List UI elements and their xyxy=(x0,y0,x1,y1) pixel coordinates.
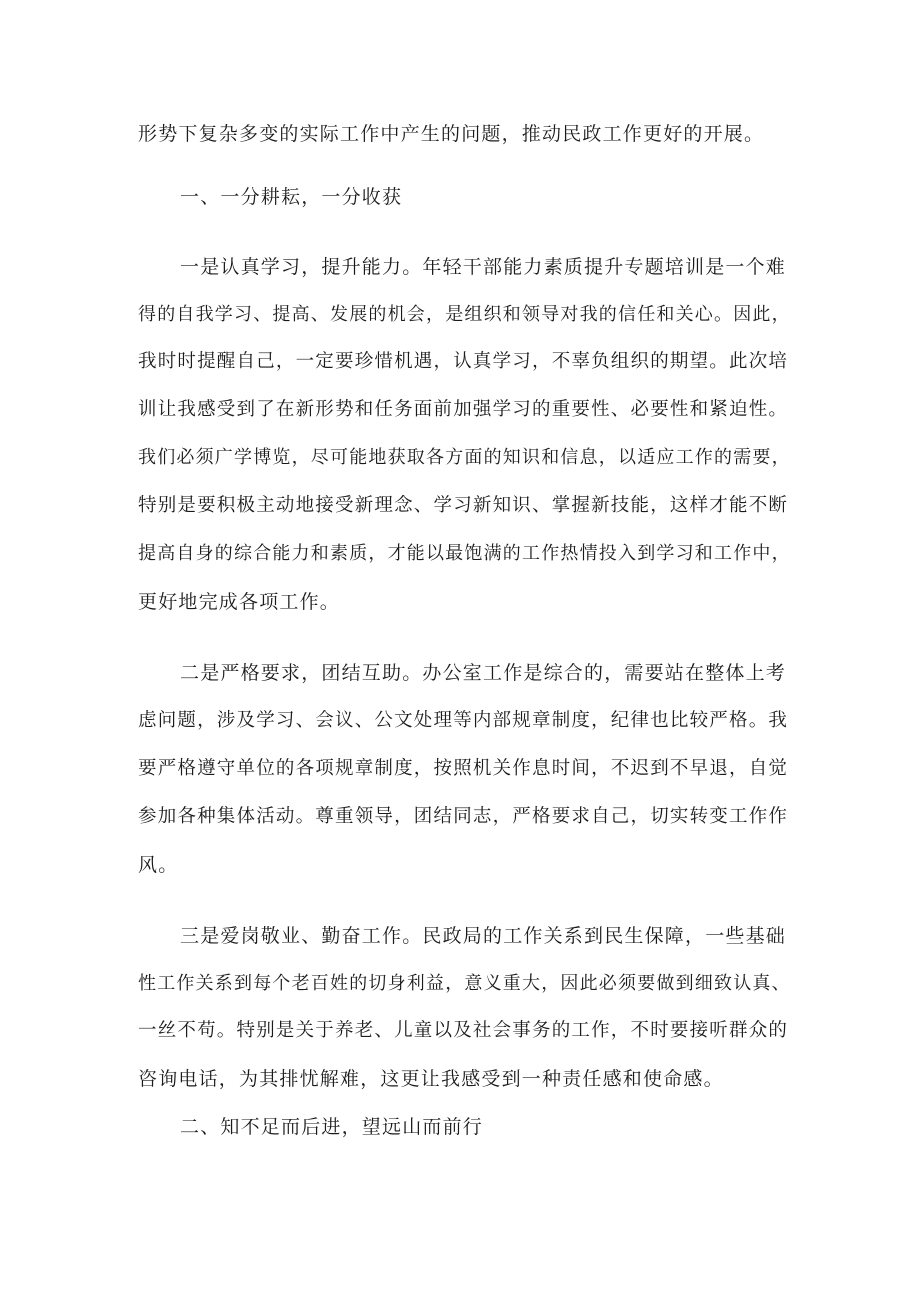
paragraph-line: 风。 xyxy=(138,854,179,876)
paragraph-line: 我时时提醒自己，一定要珍惜机遇，认真学习，不辜负组织的期望。此次培 xyxy=(138,351,789,372)
paragraph-line: 虑问题，涉及学习、会议、公文处理等内部规章制度，纪律也比较严格。我 xyxy=(138,710,789,731)
paragraph-line: 性工作关系到每个老百姓的切身利益，意义重大，因此必须要做到细致认真、 xyxy=(138,973,791,994)
section-heading-2: 二、知不足而后进，望远山而前行 xyxy=(180,1116,484,1138)
paragraph-line: 我们必须广学博览，尽可能地获取各方面的知识和信息，以适应工作的需要， xyxy=(138,447,791,468)
paragraph-line: 一是认真学习，提升能力。年轻干部能力素质提升专题培训是一个难 xyxy=(180,256,787,278)
paragraph-line: 提高自身的综合能力和素质，才能以最饱满的工作热情投入到学习和工作中， xyxy=(138,543,791,564)
paragraph-line: 一丝不苟。特别是关于养老、儿童以及社会事务的工作，不时要接听群众的 xyxy=(138,1020,789,1041)
paragraph-line: 得的自我学习、提高、发展的机会，是组织和领导对我的信任和关心。因此， xyxy=(138,304,791,325)
paragraph-line: 形势下复杂多变的实际工作中产生的问题，推动民政工作更好的开展。 xyxy=(138,123,765,145)
paragraph-line: 二是严格要求，团结互助。办公室工作是综合的，需要站在整体上考 xyxy=(180,662,787,684)
section-heading-1: 一、一分耕耘，一分收获 xyxy=(180,186,403,208)
paragraph-line: 更好地完成各项工作。 xyxy=(138,591,341,613)
paragraph-line: 特别是要积极主动地接受新理念、学习新知识、掌握新技能，这样才能不断 xyxy=(138,495,789,516)
paragraph-line: 咨询电话，为其排忧解难，这更让我感受到一种责任感和使命感。 xyxy=(138,1068,724,1090)
paragraph-line: 要严格遵守单位的各项规章制度，按照机关作息时间，不迟到不早退，自觉 xyxy=(138,758,789,779)
paragraph-line: 训让我感受到了在新形势和任务面前加强学习的重要性、必要性和紧迫性。 xyxy=(138,399,789,420)
paragraph-line: 三是爱岗敬业、勤奋工作。民政局的工作关系到民生保障，一些基础 xyxy=(180,925,787,947)
paragraph-line: 参加各种集体活动。尊重领导，团结同志，严格要求自己，切实转变工作作 xyxy=(138,806,789,827)
